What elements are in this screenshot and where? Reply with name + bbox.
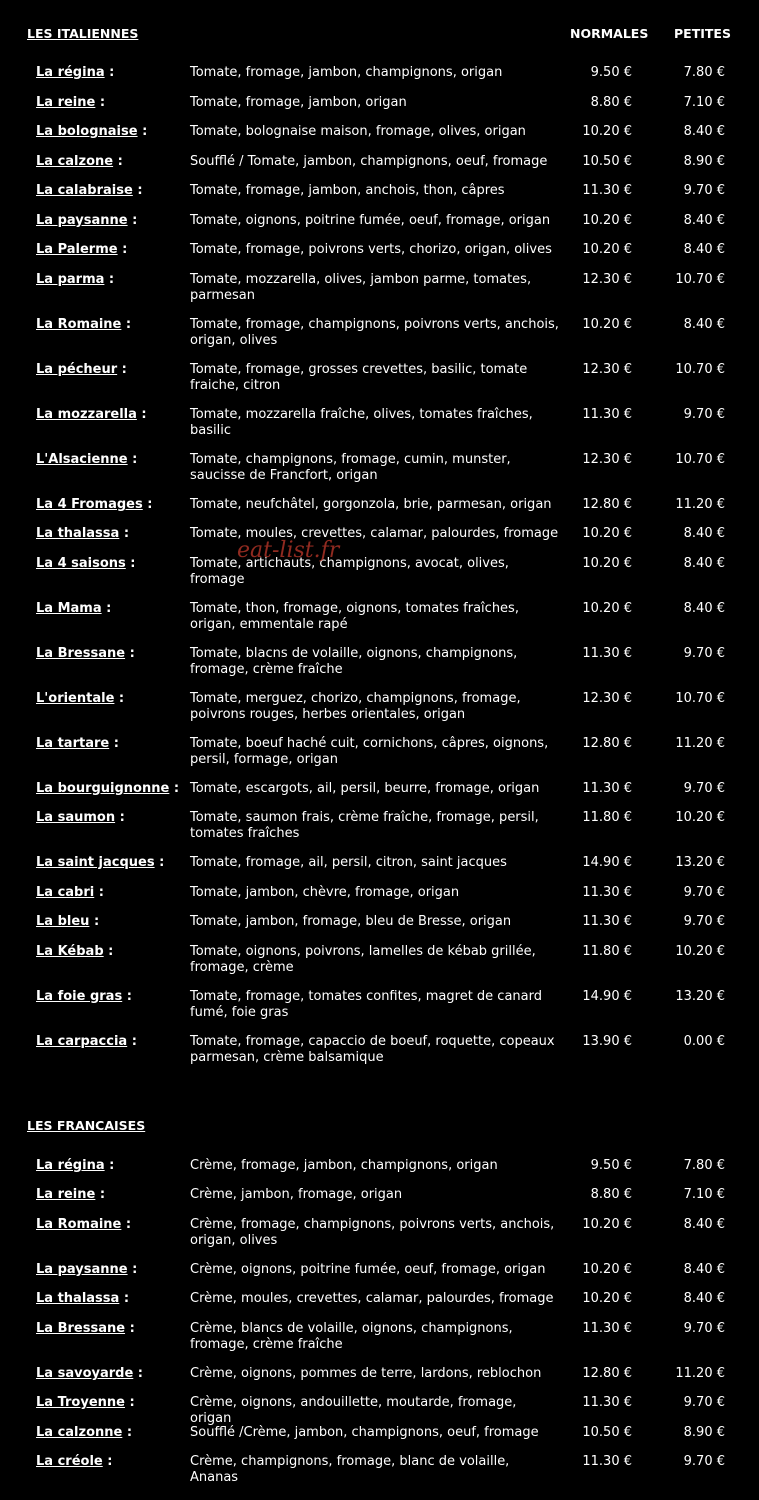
pizza-name[interactable]: La Troyenne: [36, 1395, 125, 1410]
pizza-description: Tomate, mozzarella fraîche, olives, tomates fraîches, basilic: [190, 407, 533, 438]
price-petite: 9.70 €: [683, 646, 725, 661]
price-normale: 10.20 €: [582, 601, 632, 616]
pizza-description: Tomate, fromage, jambon, origan: [190, 95, 407, 110]
pizza-description: Tomate, escargots, ail, persil, beurre, fromage, origan: [190, 781, 540, 796]
pizza-description: Tomate, blacns de volaille, oignons, champignons, fromage, crème fraîche: [190, 646, 518, 677]
pizza-name-link[interactable]: La régina :: [36, 1158, 115, 1173]
pizza-description: Crème, fromage, champignons, poivrons verts, anchois, origan, olives: [190, 1217, 555, 1248]
price-petite: 10.20 €: [675, 944, 725, 959]
pizza-name[interactable]: La 4 Fromages: [36, 497, 143, 512]
pizza-name[interactable]: La bleu: [36, 914, 90, 929]
pizza-name[interactable]: La foie gras: [36, 989, 123, 1004]
pizza-name[interactable]: La thalassa: [36, 526, 120, 541]
pizza-name[interactable]: La paysanne: [36, 1262, 128, 1277]
pizza-name[interactable]: La créole: [36, 1454, 103, 1469]
price-petite: 10.70 €: [675, 691, 725, 706]
price-normale: 10.20 €: [582, 1217, 632, 1232]
price-normale: 10.20 €: [582, 213, 632, 228]
price-normale: 10.50 €: [582, 1425, 632, 1440]
pizza-description: Tomate, boeuf haché cuit, cornichons, câpres, oignons, persil, formage, origan: [190, 736, 549, 767]
pizza-name-link[interactable]: La paysanne :: [36, 213, 138, 228]
price-petite: 10.20 €: [675, 810, 725, 825]
pizza-name-link[interactable]: La bleu :: [36, 914, 100, 929]
pizza-name[interactable]: La mozzarella: [36, 407, 137, 422]
pizza-name-link[interactable]: La parma :: [36, 272, 115, 287]
price-normale: 10.20 €: [582, 124, 632, 139]
price-petite: 7.80 €: [683, 65, 725, 80]
price-petite: 13.20 €: [675, 855, 725, 870]
pizza-name[interactable]: La bourguignonne: [36, 781, 170, 796]
pizza-name[interactable]: La savoyarde: [36, 1366, 134, 1381]
price-normale: 9.50 €: [590, 1158, 632, 1173]
pizza-name[interactable]: La Romaine: [36, 1217, 122, 1232]
price-petite: 9.70 €: [683, 914, 725, 929]
pizza-name[interactable]: La Romaine: [36, 317, 122, 332]
pizza-name[interactable]: La thalassa: [36, 1291, 120, 1306]
price-normale: 12.30 €: [582, 452, 632, 467]
pizza-name-link[interactable]: La calzonne :: [36, 1425, 133, 1440]
pizza-name-link[interactable]: La thalassa :: [36, 1291, 130, 1306]
pizza-name[interactable]: La paysanne: [36, 213, 128, 228]
pizza-name-link[interactable]: La créole :: [36, 1454, 113, 1469]
price-normale: 12.80 €: [582, 736, 632, 751]
pizza-name-link[interactable]: La bolognaise :: [36, 124, 148, 139]
pizza-description: Tomate, moules, crevettes, calamar, palourdes, fromage: [190, 526, 559, 541]
pizza-description: Tomate, artichauts, champignons, avocat, olives, fromage: [190, 556, 509, 587]
pizza-name[interactable]: L'Alsacienne: [36, 452, 128, 467]
pizza-name-link[interactable]: La savoyarde :: [36, 1366, 144, 1381]
pizza-name-link[interactable]: La bourguignonne :: [36, 781, 180, 796]
price-petite: 8.40 €: [683, 242, 725, 257]
pizza-name-link[interactable]: La saint jacques :: [36, 855, 165, 870]
price-petite: 9.70 €: [683, 183, 725, 198]
pizza-name-link[interactable]: La pécheur :: [36, 362, 127, 377]
price-normale: 10.20 €: [582, 556, 632, 571]
pizza-name-link[interactable]: La Mama :: [36, 601, 112, 616]
watermark-logo: eat-list.fr: [237, 538, 340, 563]
price-petite: 11.20 €: [675, 497, 725, 512]
pizza-name-link[interactable]: La Romaine :: [36, 317, 132, 332]
pizza-name-link[interactable]: La Kébab :: [36, 944, 114, 959]
price-normale: 11.80 €: [582, 944, 632, 959]
price-normale: 12.80 €: [582, 497, 632, 512]
price-petite: 8.40 €: [683, 556, 725, 571]
price-petite: 7.10 €: [683, 95, 725, 110]
pizza-name-link[interactable]: La reine :: [36, 95, 106, 110]
pizza-name[interactable]: La calzone: [36, 154, 114, 169]
price-petite: 8.40 €: [683, 1262, 725, 1277]
price-petite: 9.70 €: [683, 885, 725, 900]
price-normale: 11.30 €: [582, 646, 632, 661]
pizza-name-link[interactable]: La Troyenne :: [36, 1395, 135, 1410]
pizza-name-link[interactable]: La 4 Fromages :: [36, 497, 153, 512]
pizza-description: Crème, oignons, andouillette, moutarde, fromage, origan: [190, 1395, 517, 1426]
pizza-name[interactable]: La calzonne: [36, 1425, 123, 1440]
price-petite: 13.20 €: [675, 989, 725, 1004]
price-normale: 11.80 €: [582, 810, 632, 825]
price-petite: 10.70 €: [675, 272, 725, 287]
price-petite: 11.20 €: [675, 736, 725, 751]
price-petite: 8.40 €: [683, 213, 725, 228]
price-normale: 11.30 €: [582, 1321, 632, 1336]
price-petite: 10.70 €: [675, 452, 725, 467]
price-normale: 10.50 €: [582, 154, 632, 169]
pizza-name[interactable]: La Palerme: [36, 242, 118, 257]
column-header-normales: NORMALES: [570, 26, 649, 41]
price-normale: 11.30 €: [582, 1395, 632, 1410]
price-normale: 11.30 €: [582, 1454, 632, 1469]
pizza-description: Tomate, fromage, grosses crevettes, basilic, tomate fraiche, citron: [190, 362, 528, 393]
column-header-petites: PETITES: [674, 26, 731, 41]
price-petite: 9.70 €: [683, 407, 725, 422]
price-petite: 8.40 €: [683, 1217, 725, 1232]
price-normale: 10.20 €: [582, 242, 632, 257]
pizza-name[interactable]: La saumon: [36, 810, 116, 825]
pizza-description: Tomate, fromage, jambon, anchois, thon, câpres: [190, 183, 505, 198]
pizza-name-link[interactable]: La saumon :: [36, 810, 125, 825]
pizza-description: Tomate, fromage, champignons, poivrons verts, anchois, origan, olives: [190, 317, 559, 348]
pizza-description: Soufflé /Crème, jambon, champignons, oeuf, fromage: [190, 1425, 539, 1440]
price-petite: 8.40 €: [683, 124, 725, 139]
pizza-description: Tomate, oignons, poivrons, lamelles de kébab grillée, fromage, crème: [190, 944, 536, 975]
pizza-name-link[interactable]: La thalassa :: [36, 526, 130, 541]
pizza-name[interactable]: La tartare: [36, 736, 110, 751]
pizza-name-link[interactable]: La cabri :: [36, 885, 104, 900]
pizza-name-link[interactable]: La Palerme :: [36, 242, 128, 257]
price-normale: 12.30 €: [582, 691, 632, 706]
pizza-description: Crème, oignons, pommes de terre, lardons, reblochon: [190, 1366, 542, 1381]
price-petite: 8.90 €: [683, 1425, 725, 1440]
price-normale: 11.30 €: [582, 781, 632, 796]
pizza-description: Tomate, neufchâtel, gorgonzola, brie, parmesan, origan: [190, 497, 552, 512]
pizza-description: Tomate, fromage, tomates confites, magret de canard fumé, foie gras: [190, 989, 542, 1020]
pizza-description: Tomate, champignons, fromage, cumin, munster, saucisse de Francfort, origan: [190, 452, 511, 483]
pizza-name[interactable]: L'orientale: [36, 691, 115, 706]
pizza-name-link[interactable]: La foie gras :: [36, 989, 132, 1004]
pizza-description: Crème, moules, crevettes, calamar, palourdes, fromage: [190, 1291, 554, 1306]
pizza-name-link[interactable]: La tartare :: [36, 736, 119, 751]
pizza-description: Tomate, merguez, chorizo, champignons, fromage, poivrons rouges, herbes orientales, origan: [190, 691, 521, 722]
price-petite: 9.70 €: [683, 1321, 725, 1336]
pizza-name-link[interactable]: La Bressane :: [36, 646, 135, 661]
pizza-name[interactable]: La régina: [36, 1158, 105, 1173]
pizza-name[interactable]: La carpaccia: [36, 1034, 128, 1049]
pizza-name-link[interactable]: La calabraise :: [36, 183, 143, 198]
pizza-description: Soufflé / Tomate, jambon, champignons, oeuf, fromage: [190, 154, 548, 169]
pizza-name[interactable]: La calabraise: [36, 183, 133, 198]
pizza-description: Crème, champignons, fromage, blanc de volaille, Ananas: [190, 1454, 510, 1485]
price-normale: 11.30 €: [582, 407, 632, 422]
price-petite: 9.70 €: [683, 781, 725, 796]
pizza-name-link[interactable]: La reine :: [36, 1187, 106, 1202]
pizza-name-link[interactable]: La carpaccia :: [36, 1034, 137, 1049]
price-normale: 10.20 €: [582, 1291, 632, 1306]
price-petite: 9.70 €: [683, 1454, 725, 1469]
pizza-name[interactable]: La parma: [36, 272, 105, 287]
pizza-name[interactable]: La saint jacques: [36, 855, 155, 870]
price-petite: 8.40 €: [683, 601, 725, 616]
pizza-description: Crème, oignons, poitrine fumée, oeuf, fromage, origan: [190, 1262, 546, 1277]
pizza-name[interactable]: La cabri: [36, 885, 95, 900]
pizza-name[interactable]: La pécheur: [36, 362, 118, 377]
pizza-name-link[interactable]: La Bressane :: [36, 1321, 135, 1336]
pizza-description: Tomate, fromage, poivrons verts, chorizo, origan, olives: [190, 242, 552, 257]
pizza-name-link[interactable]: La paysanne :: [36, 1262, 138, 1277]
price-petite: 0.00 €: [683, 1034, 725, 1049]
price-petite: 11.20 €: [675, 1366, 725, 1381]
pizza-name[interactable]: La reine: [36, 1187, 96, 1202]
price-petite: 8.90 €: [683, 154, 725, 169]
price-normale: 10.20 €: [582, 1262, 632, 1277]
pizza-description: Crème, fromage, jambon, champignons, origan: [190, 1158, 498, 1173]
pizza-name-link[interactable]: L'Alsacienne :: [36, 452, 138, 467]
price-petite: 7.80 €: [683, 1158, 725, 1173]
pizza-name[interactable]: La reine: [36, 95, 96, 110]
pizza-description: Tomate, jambon, fromage, bleu de Bresse, origan: [190, 914, 512, 929]
price-petite: 8.40 €: [683, 526, 725, 541]
pizza-name-link[interactable]: La 4 saisons :: [36, 556, 136, 571]
section-title: LES FRANCAISES: [27, 1118, 146, 1133]
price-normale: 8.80 €: [590, 1187, 632, 1202]
pizza-name-link[interactable]: La Romaine :: [36, 1217, 132, 1232]
pizza-name[interactable]: La Mama: [36, 601, 102, 616]
pizza-description: Tomate, oignons, poitrine fumée, oeuf, fromage, origan: [190, 213, 551, 228]
price-normale: 12.30 €: [582, 272, 632, 287]
pizza-description: Crème, blancs de volaille, oignons, champignons, fromage, crème fraîche: [190, 1321, 513, 1352]
pizza-description: Tomate, fromage, jambon, champignons, origan: [190, 65, 503, 80]
pizza-name[interactable]: La régina: [36, 65, 105, 80]
pizza-description: Tomate, bolognaise maison, fromage, olives, origan: [190, 124, 526, 139]
pizza-name[interactable]: La 4 saisons: [36, 556, 126, 571]
pizza-description: Tomate, thon, fromage, oignons, tomates fraîches, origan, emmentale rapé: [190, 601, 519, 632]
price-normale: 10.20 €: [582, 526, 632, 541]
pizza-description: Tomate, fromage, ail, persil, citron, saint jacques: [190, 855, 507, 870]
price-petite: 7.10 €: [683, 1187, 725, 1202]
price-normale: 14.90 €: [582, 989, 632, 1004]
price-petite: 8.40 €: [683, 1291, 725, 1306]
price-normale: 10.20 €: [582, 317, 632, 332]
pizza-name[interactable]: La Kébab: [36, 944, 104, 959]
pizza-description: Tomate, fromage, capaccio de boeuf, roquette, copeaux parmesan, crème balsamique: [190, 1034, 555, 1065]
pizza-name-link[interactable]: La régina :: [36, 65, 115, 80]
pizza-description: Tomate, mozzarella, olives, jambon parme, tomates, parmesan: [190, 272, 532, 303]
pizza-description: Tomate, saumon frais, crème fraîche, fromage, persil, tomates fraîches: [190, 810, 539, 841]
price-petite: 10.70 €: [675, 362, 725, 377]
price-normale: 8.80 €: [590, 95, 632, 110]
pizza-name[interactable]: La bolognaise: [36, 124, 138, 139]
price-normale: 12.30 €: [582, 362, 632, 377]
price-normale: 11.30 €: [582, 885, 632, 900]
pizza-name-link[interactable]: La calzone :: [36, 154, 123, 169]
pizza-description: Crème, jambon, fromage, origan: [190, 1187, 403, 1202]
price-normale: 14.90 €: [582, 855, 632, 870]
price-normale: 12.80 €: [582, 1366, 632, 1381]
section-title: LES ITALIENNES: [27, 26, 139, 41]
pizza-name-link[interactable]: L'orientale :: [36, 691, 125, 706]
price-normale: 13.90 €: [582, 1034, 632, 1049]
price-normale: 11.30 €: [582, 183, 632, 198]
pizza-name-link[interactable]: La mozzarella :: [36, 407, 147, 422]
price-petite: 8.40 €: [683, 317, 725, 332]
pizza-name[interactable]: La Bressane: [36, 646, 126, 661]
pizza-name[interactable]: La Bressane: [36, 1321, 126, 1336]
price-normale: 9.50 €: [590, 65, 632, 80]
price-petite: 9.70 €: [683, 1395, 725, 1410]
price-normale: 11.30 €: [582, 914, 632, 929]
pizza-description: Tomate, jambon, chèvre, fromage, origan: [190, 885, 460, 900]
